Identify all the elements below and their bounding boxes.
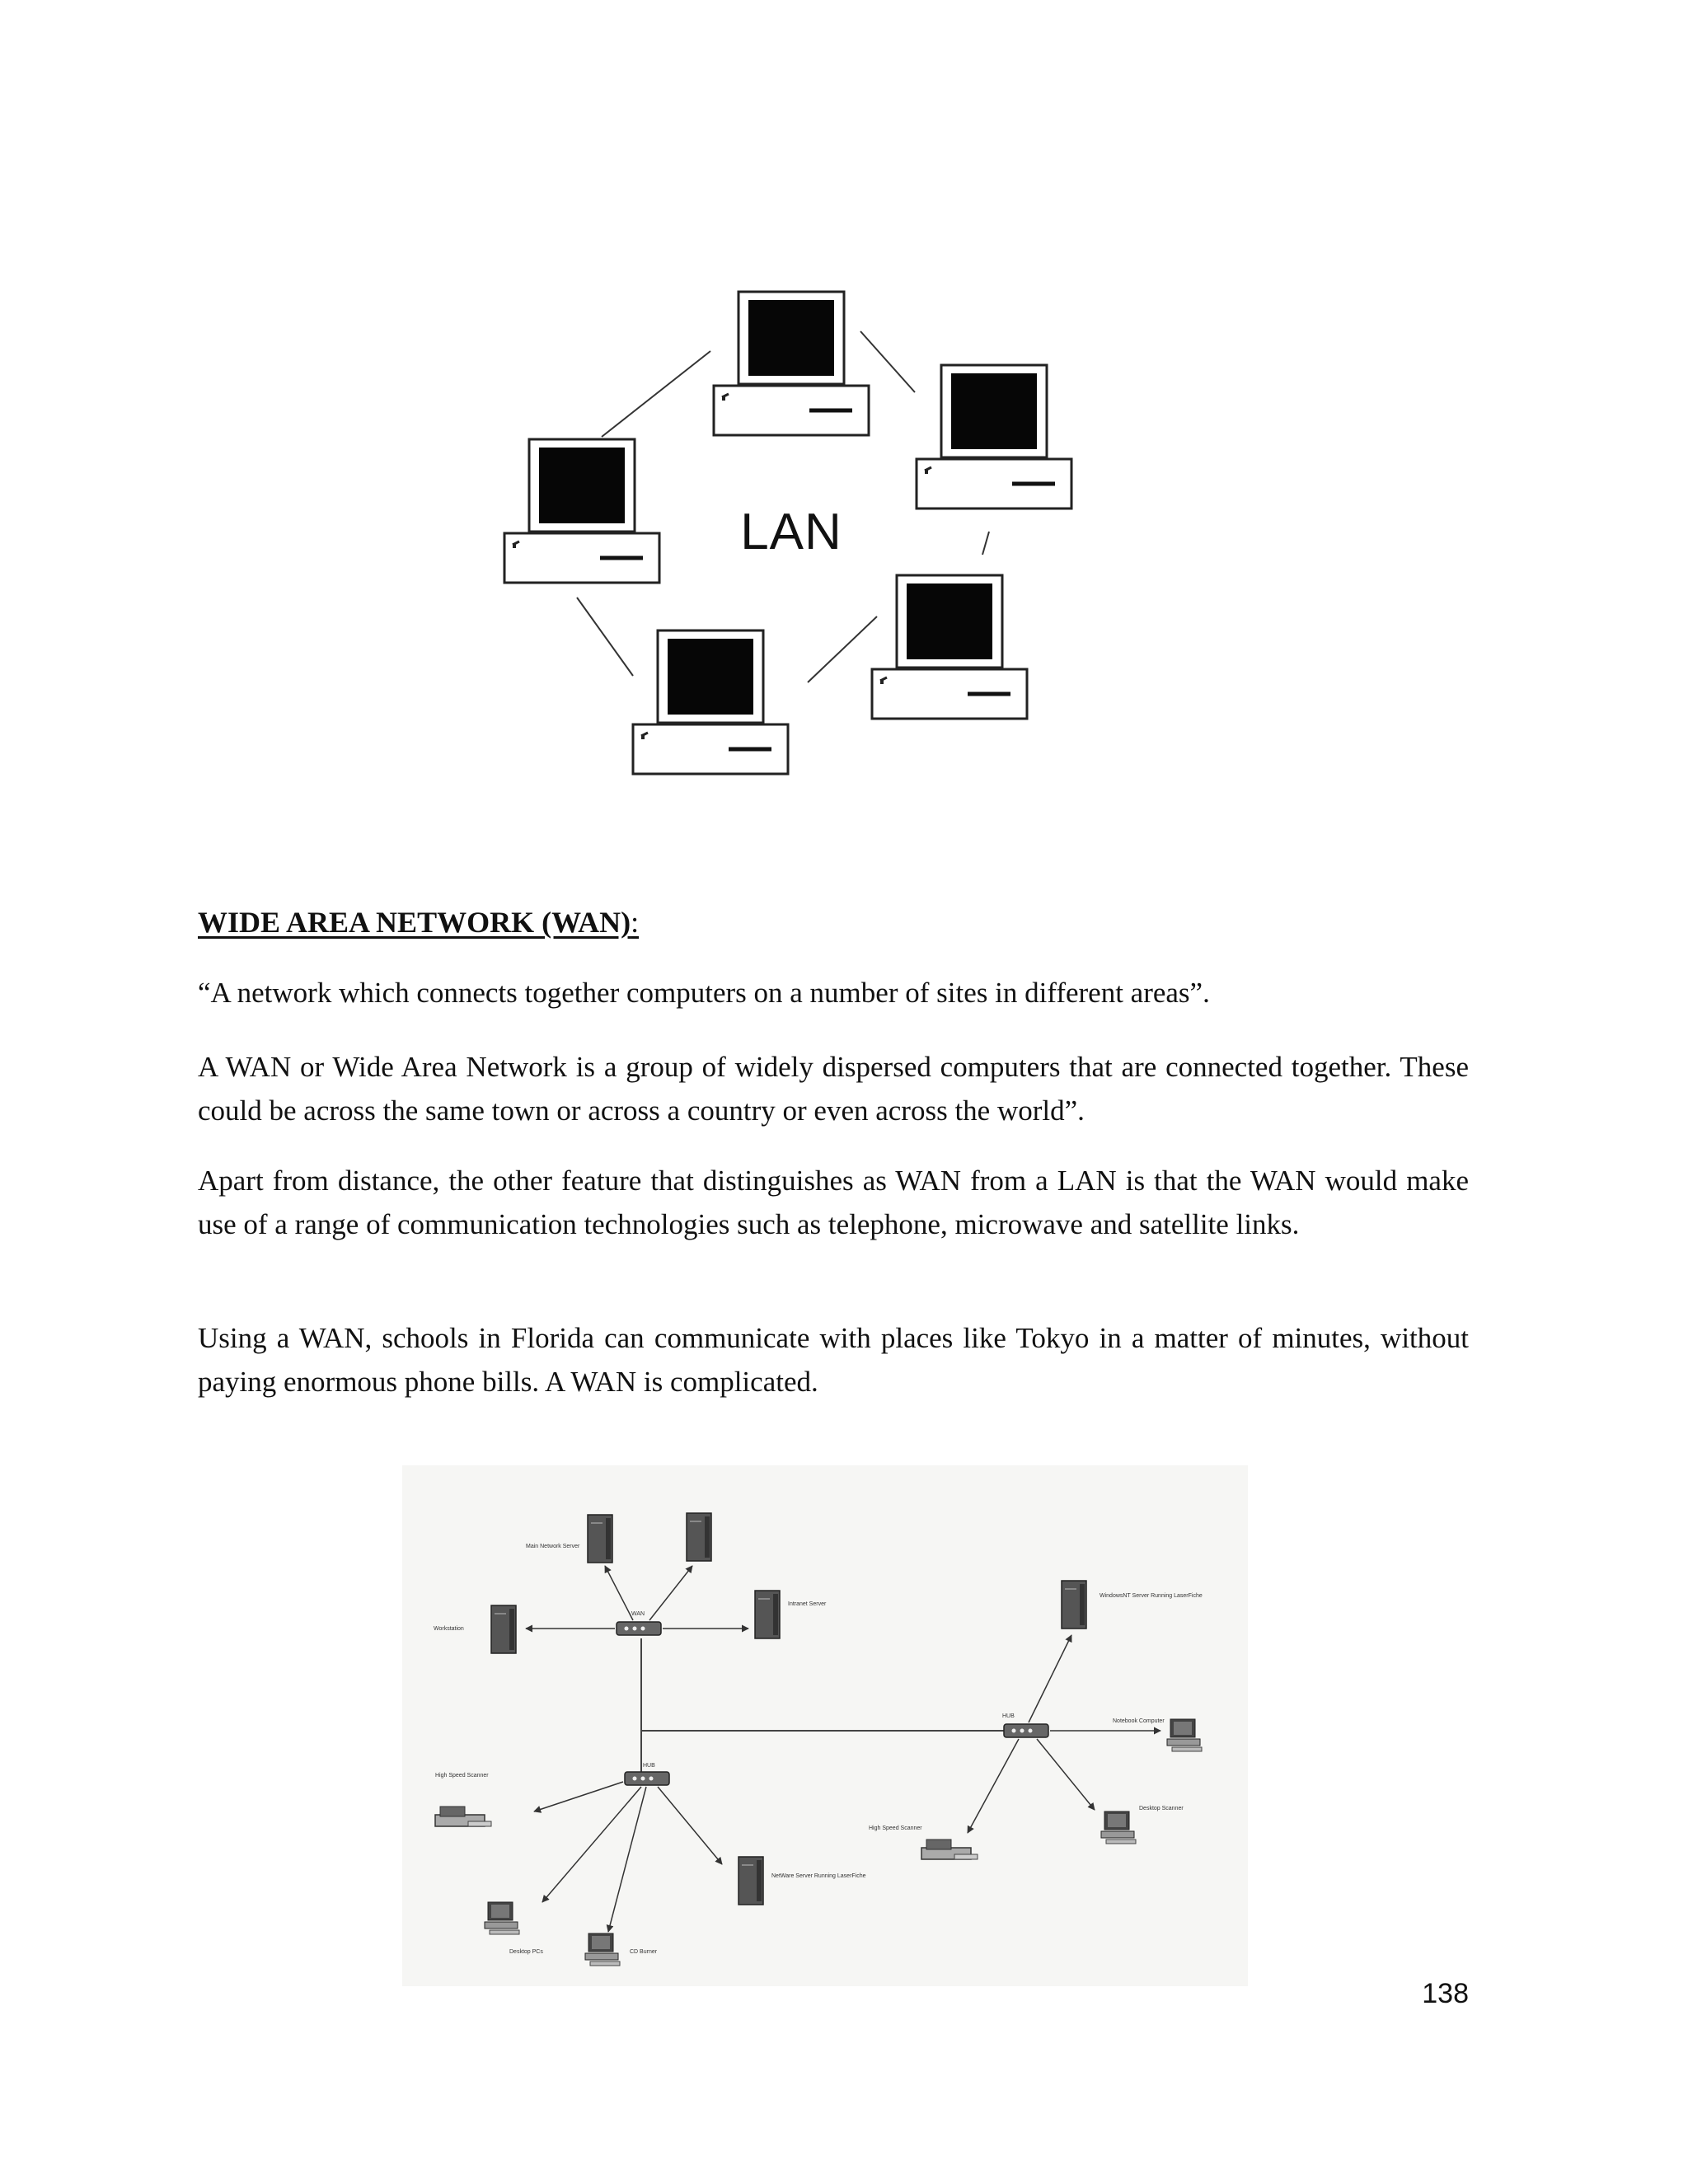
page-number: 138 [1422,1978,1469,2009]
lan-label: LAN [740,504,842,560]
cd-burner-icon [585,1933,620,1966]
right-hub-label: HUB [1002,1713,1015,1719]
lan-link [602,351,710,437]
right-hub-icon [1004,1724,1048,1737]
high-speed-scanner-right-label: High Speed Scanner [869,1825,922,1831]
paragraph-wan-example: Using a WAN, schools in Florida can communicate with places like Tokyo in a matter of minutes, without paying enormous phone bills. A WAN is complicated. [198,1322,1469,1398]
wan-link [1029,1635,1071,1722]
server-icon [687,1513,711,1561]
lan-computer-bottom-right [872,575,1027,719]
lan-link [982,532,989,555]
notebook-computer-label: Notebook Computer [1113,1718,1165,1724]
lan-link [577,598,633,676]
wan-link [1037,1739,1095,1810]
lan-computer-bottom [633,630,788,774]
high-speed-scanner-left-label: High Speed Scanner [435,1773,489,1779]
desktop-pc-icon [485,1902,519,1934]
lan-link [808,616,877,682]
wan-diagram [402,1465,1248,1986]
desktop-scanner-label: Desktop Scanner [1139,1806,1184,1811]
intranet-server-label: Intranet Server [788,1601,827,1607]
main-network-server-icon [588,1515,612,1563]
desktop-scanner-icon [1101,1811,1136,1844]
wan-link [608,1787,646,1932]
wan-device-icon [617,1622,661,1635]
cd-burner-label: CD Burner [630,1949,658,1955]
left-hub-label: HUB [643,1763,655,1769]
wan-device-label: WAN [631,1611,645,1617]
intranet-server-icon [755,1591,780,1638]
notebook-computer-icon [1167,1719,1202,1751]
lan-computer-top [714,292,869,435]
section-heading [198,905,639,940]
lan-link [860,331,915,392]
section-heading-colon: : [631,906,640,939]
windows-nt-server-icon [1062,1581,1086,1629]
wan-link [649,1566,692,1620]
wan-link [968,1739,1019,1833]
desktop-pcs-label: Desktop PCs [509,1949,543,1955]
workstation-label: Workstation [434,1626,464,1632]
wan-definition: “A network which connects together computers on a number of sites in different areas”. [198,977,1210,1009]
netware-server-icon [738,1857,763,1905]
lan-computer-left [504,439,659,583]
main-network-server-label: Main Network Server [526,1544,580,1549]
lan-computer-right [917,365,1071,509]
high-speed-scanner-left-icon [435,1807,491,1826]
high-speed-scanner-right-icon [921,1840,978,1859]
left-hub-icon [625,1772,669,1785]
windows-nt-server-label: WindowsNT Server Running LaserFiche [1100,1593,1203,1599]
paragraph-wan-overview: A WAN or Wide Area Network is a group of widely dispersed computers that are connected together. These could be across the same town or across a country or even across the world”. [198,1051,1469,1127]
wan-link [534,1782,623,1811]
wan-link [658,1787,722,1864]
netware-server-label: NetWare Server Running LaserFiche [771,1873,866,1879]
workstation-icon [491,1605,516,1653]
section-heading-text: WIDE AREA NETWORK (WAN) [198,906,631,939]
paragraph-wan-vs-lan: Apart from distance, the other feature that distinguishes as WAN from a LAN is that the WAN would make use of a range of communication technologies such as telephone, microwave and satellite links. [198,1165,1469,1240]
wan-link [605,1566,633,1620]
